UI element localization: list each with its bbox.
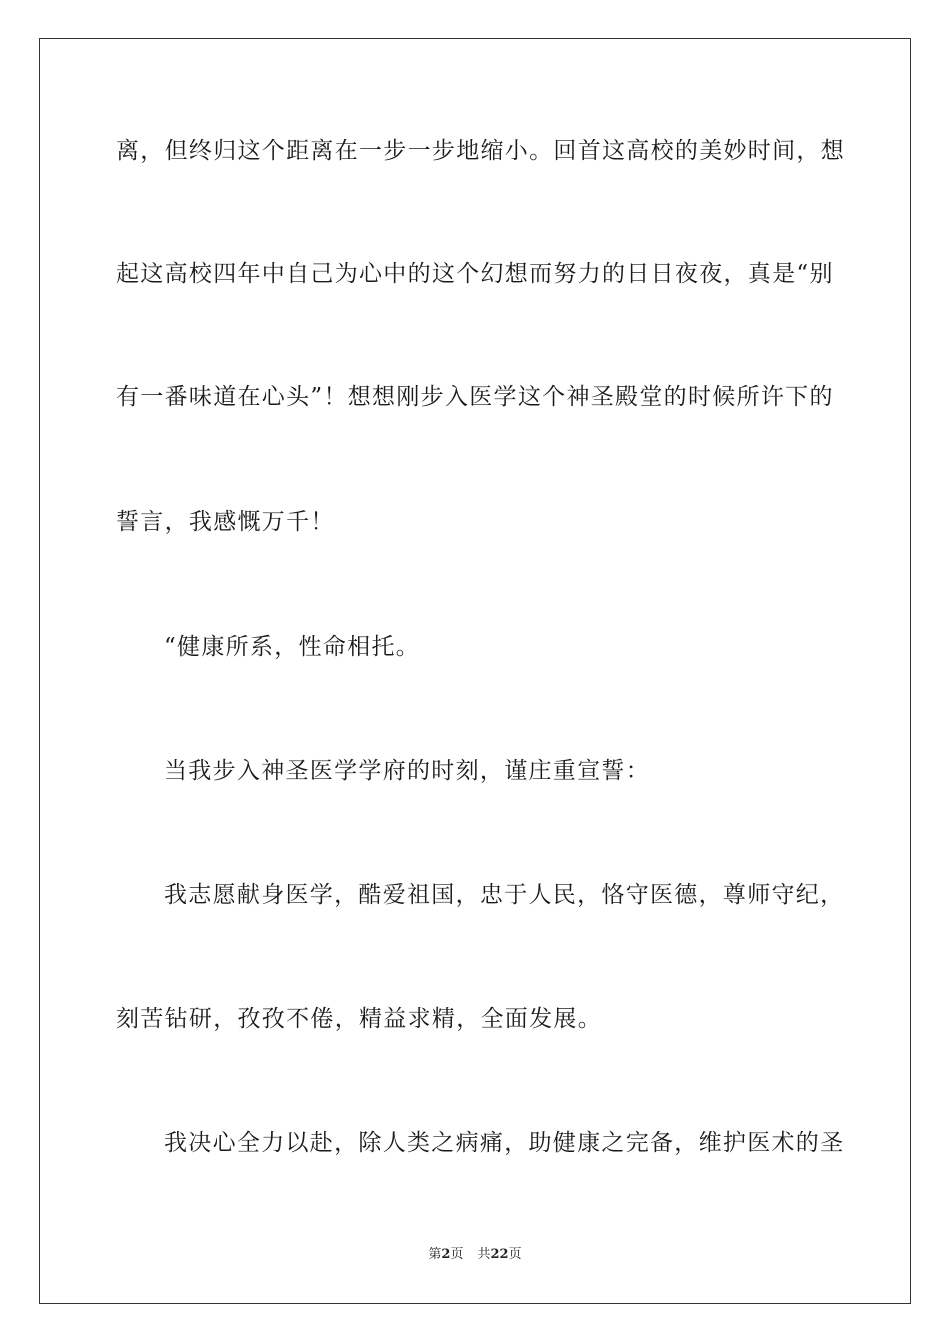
body-text-line-4: 誓言，我感慨万千！	[116, 509, 335, 535]
footer-page-number: 2	[441, 1247, 451, 1262]
page-footer	[0, 1246, 950, 1264]
paragraph-oath-intro: 当我步入神圣医学学府的时刻，谨庄重宣誓：	[164, 758, 650, 784]
page-border	[39, 38, 911, 1304]
footer-total-prefix: 共	[477, 1247, 491, 1262]
paragraph-oath-resolve-line-1: 我决心全力以赴，除人类之病痛，助健康之完备，维护医术的圣	[164, 1130, 845, 1156]
body-text-line-1: 离，但终归这个距离在一步一步地缩小。回首这高校的美妙时间，想	[116, 138, 845, 164]
body-text-line-2: 起这高校四年中自己为心中的这个幻想而努力的日日夜夜，真是“别	[116, 261, 834, 287]
footer-total-suffix: 页	[508, 1247, 522, 1262]
footer-page-suffix: 页	[450, 1247, 464, 1262]
footer-page-prefix: 第	[428, 1247, 442, 1262]
paragraph-oath-opening: “健康所系，性命相托。	[164, 634, 421, 660]
paragraph-oath-pledge-line-2: 刻苦钻研，孜孜不倦，精益求精，全面发展。	[116, 1006, 602, 1032]
paragraph-oath-pledge-line-1: 我志愿献身医学，酷爱祖国，忠于人民，恪守医德，尊师守纪，	[164, 882, 845, 908]
footer-total-pages: 22	[490, 1247, 509, 1262]
body-text-line-3: 有一番味道在心头”！想想刚步入医学这个神圣殿堂的时候所许下的	[116, 384, 834, 410]
